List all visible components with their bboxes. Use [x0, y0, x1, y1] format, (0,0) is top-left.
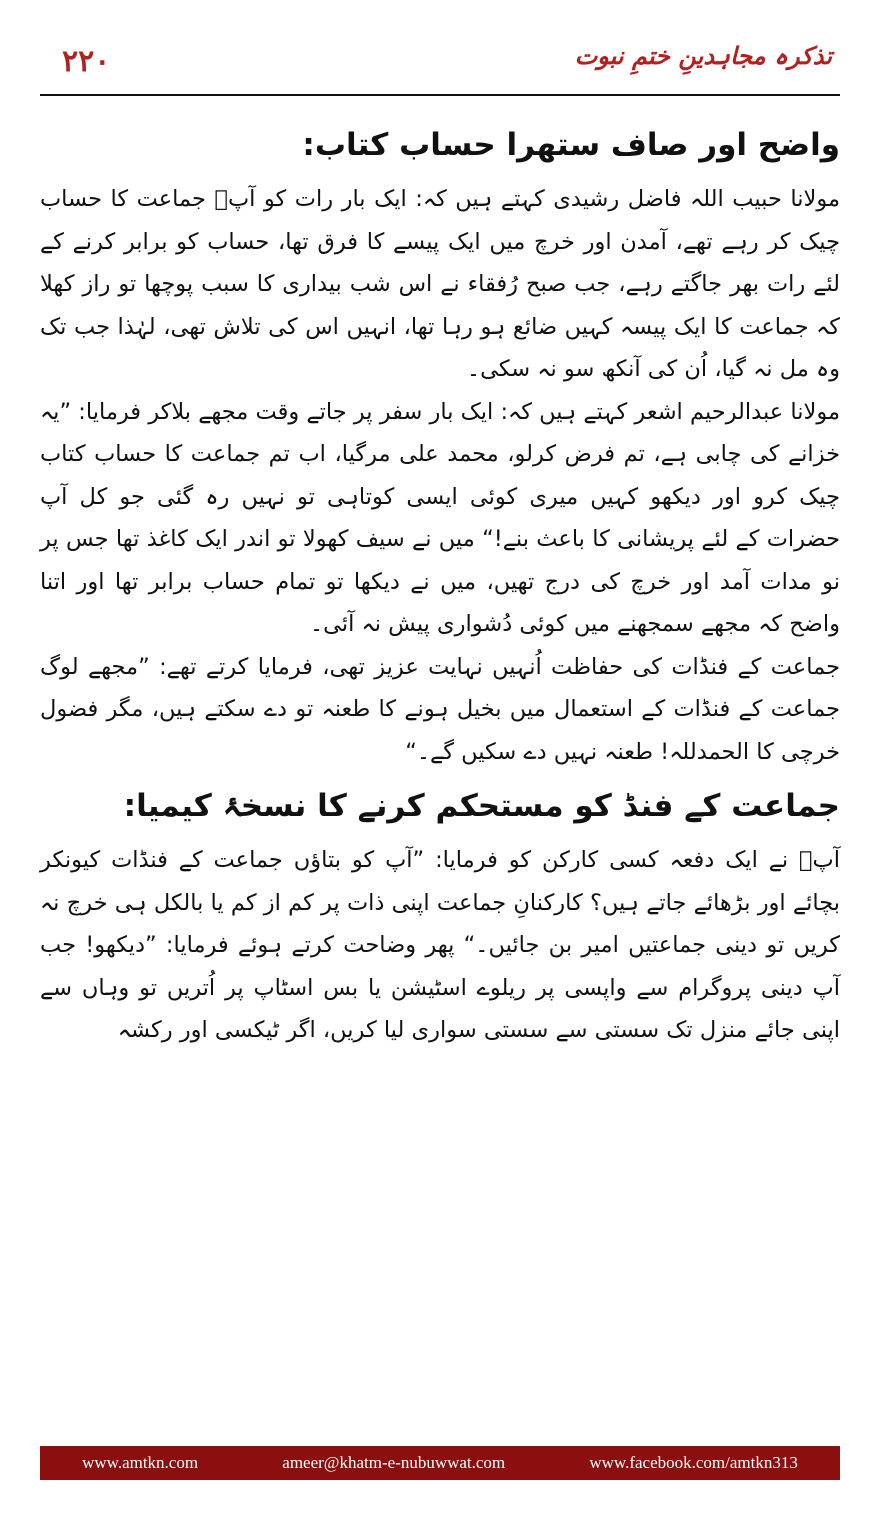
- section-heading: واضح اور صاف ستھرا حساب کتاب:: [302, 127, 840, 163]
- section-heading: جماعت کے فنڈ کو مستحکم کرنے کا نسخۂ کیمیا:: [123, 788, 840, 824]
- paragraph: مولانا حبیب اللہ فاضل رشیدی کہتے ہیں کہ: ایک بار رات کو آپؒ جماعت کا حساب چیک کر رہے تھے، آمدن اور خرچ میں ایک پیسے کا فرق تھا، حساب کو برابر کرنے کے لئے رات بھر جاگتے رہے، جب صبح رُفقاء نے اس شب بیداری کا سبب پوچھا تو راز کھلا کہ جماعت کا ایک پیسہ کہیں ضائع ہو رہا تھا، انہیں اس کی تلاش تھی، لہٰذا جب تک وہ مل نہ گیا، اُن کی آنکھ سو نہ سکی۔: [40, 186, 840, 382]
- header-divider: [40, 94, 840, 96]
- footer-bar: [40, 1446, 840, 1480]
- footer-email-link[interactable]: ameer@khatm-e-nubuwwat.com: [282, 1453, 506, 1472]
- paragraph: مولانا عبدالرحیم اشعر کہتے ہیں کہ: ایک بار سفر پر جاتے وقت مجھے بلاکر فرمایا: ”یہ خزانے کی چابی ہے، تم فرض کرلو، محمد علی مرگیا، اب تم جماعت کا حساب کتاب چیک کرو اور دیکھو کہیں میری کوئی ایسی کوتاہی تو نہیں رہ گئی جو کل آپ حضرات کے لئے پریشانی کا باعث بنے!“ میں نے سیف کھولا تو اندر ایک کاغذ تھا جس پر نو مدات آمد اور خرچ کی درج تھیں، میں نے دیکھا تو تمام حساب برابر تھا اور اتنا واضح کہ مجھے سمجھنے میں کوئی دُشواری پیش نہ آئی۔: [40, 398, 840, 637]
- page-content: [40, 112, 840, 1432]
- page-header: [40, 30, 840, 96]
- book-title: تذکرہ مجاہدینِ ختمِ نبوت: [574, 42, 832, 70]
- page-number: ۲۲۰: [62, 44, 111, 79]
- footer-facebook-link[interactable]: www.facebook.com/amtkn313: [589, 1453, 798, 1472]
- paragraph: جماعت کے فنڈات کی حفاظت اُنہیں نہایت عزیز تھی، فرمایا کرتے تھے: ”مجھے لوگ جماعت کے فنڈات کے استعمال میں بخیل ہونے کا طعنہ تو دے سکتے ہیں، مگر فضول خرچی کا الحمدللہ! طعنہ نہیں دے سکیں گے۔“: [40, 653, 840, 765]
- footer-website-link[interactable]: www.amtkn.com: [82, 1453, 199, 1472]
- paragraph: آپؒ نے ایک دفعہ کسی کارکن کو فرمایا: ”آپ کو بتاؤں جماعت کے فنڈات کیونکر بچائے اور بڑھائے جاتے ہیں؟ کارکنانِ جماعت اپنی ذات پر کم از کم یا بالکل ہی خرچ نہ کریں تو دینی جماعتیں امیر بن جائیں۔“ پھر وضاحت کرتے ہوئے فرمایا: ”دیکھو! جب آپ دینی پروگرام سے واپسی پر ریلوے اسٹیشن یا بس اسٹاپ پر اُتریں تو وہاں سے اپنی جائے منزل تک سستی سے سستی سواری لیا کریں، اگر ٹیکسی اور رکشہ: [40, 847, 840, 1043]
